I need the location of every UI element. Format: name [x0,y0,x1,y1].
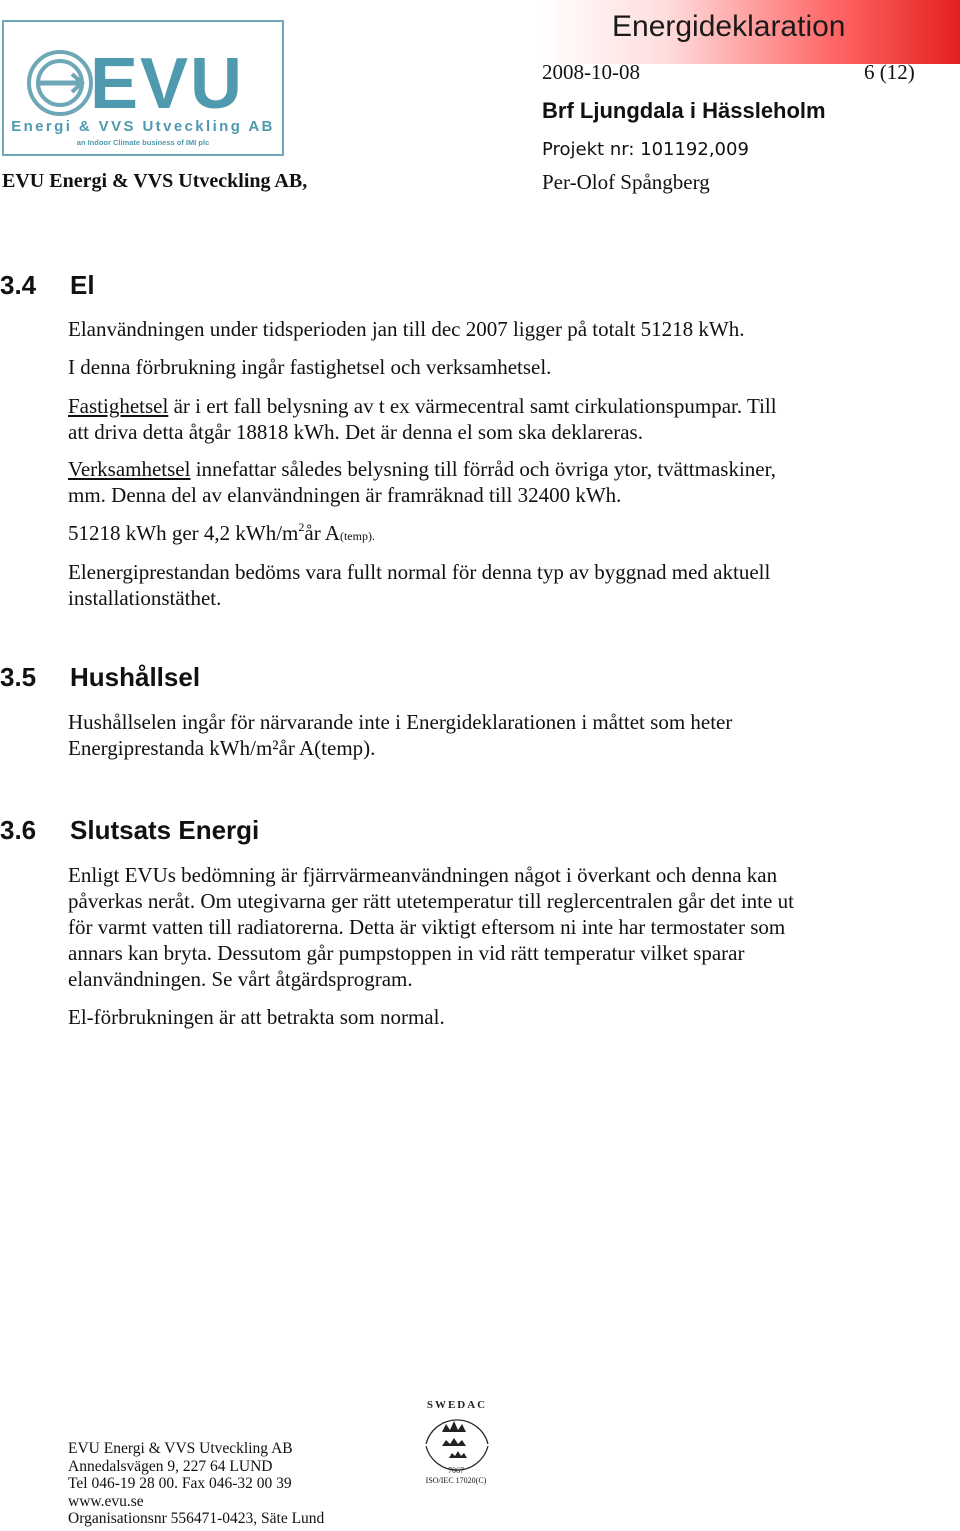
section-heading-slutsats [0,815,259,846]
document-type: Energideklaration [612,10,846,43]
accreditation-id: 7067 [448,1466,464,1475]
paragraph [68,456,908,508]
accreditation-number [418,1466,494,1486]
paragraph-text: Enligt EVUs bedömning är fjärrvärmeanvändningen något i överkant och denna kan [68,863,778,887]
section-heading-el [0,270,95,301]
crown-icon [442,1421,467,1458]
paragraph-text: att driva detta åtgår 18818 kWh. Det är denna el som ska deklareras. [68,420,643,444]
paragraph [68,393,908,445]
section-number: 3.6 [0,815,37,845]
logo-subtitle: Energi & VVS Utveckling AB [11,118,275,135]
paragraph: I denna förbrukning ingår fastighetsel och verksamhetsel. [68,355,552,379]
section-title: Slutsats Energi [70,815,260,845]
paragraph-text: för varmt vatten till radiatorerna. Detta är viktigt eftersom ni inte har termostater som [68,915,786,939]
term-fastighetsel: Fastighetsel [68,394,169,418]
footer-org-number: Organisationsnr 556471-0423, Säte Lund [68,1510,325,1528]
section-title: Hushållsel [70,662,201,692]
paragraph-text: installationstäthet. [68,586,222,610]
client-name: Brf Ljungdala i Hässleholm [542,98,826,123]
accreditation-standard: ISO/IEC 17020(C) [425,1476,487,1485]
section-number: 3.4 [0,270,37,300]
paragraph [68,709,908,761]
paragraph-text: Elenergiprestandan bedöms vara fullt normal för denna typ av byggnad med aktuell [68,560,771,584]
paragraph-text: annars kan bryta. Dessutom går pumpstoppen in vid rätt temperatur vilket sparar [68,941,745,965]
logo-tagline: an Indoor Climate business of IMI plc [76,138,210,147]
logo-emblem-icon [29,52,91,114]
page-number: 6 (12) [864,60,915,84]
section-number: 3.5 [0,662,37,692]
footer-address [68,1440,324,1528]
energy-figure [68,520,908,549]
paragraph-text: elanvändningen. Se vårt åtgärdsprogram. [68,967,413,991]
author-name: Per-Olof Spångberg [542,170,710,194]
footer-street: Annedalsvägen 9, 227 64 LUND [68,1457,273,1475]
section-heading-hushallsel [0,662,200,693]
paragraph-text: påverkas neråt. Om utegivarna ger rätt utetemperatur till reglercentralen går det inte ut [68,889,794,913]
paragraph: El-förbrukningen är att betrakta som normal. [68,1005,445,1029]
logo-wordmark: EVU [90,44,245,124]
document-date: 2008-10-08 [542,60,640,84]
paragraph-text: Hushållselen ingår för närvarande inte i Energideklarationen i måttet som heter [68,710,733,734]
svg-text:SWEDAC: SWEDAC [426,1399,488,1411]
energy-unit: år A [304,521,340,545]
term-verksamhetsel: Verksamhetsel [68,457,191,481]
subscript: (temp). [339,529,375,543]
paragraph [68,559,908,611]
energy-value: 51218 kWh ger 4,2 kWh/m [68,521,299,545]
paragraph-text: Energiprestanda kWh/m²år A(temp). [68,736,376,760]
footer-website[interactable]: www.evu.se [68,1492,144,1510]
paragraph-text: är i ert fall belysning av t ex värmecentral samt cirkulationspumpar. Till [168,394,777,418]
project-number: Projekt nr: 101192,009 [542,139,749,160]
footer-phone: Tel 046-19 28 00. Fax 046-32 00 39 [68,1475,292,1493]
section-title: El [70,270,95,300]
company-logo [2,20,284,156]
paragraph: Elanvändningen under tidsperioden jan till dec 2007 ligger på totalt 51218 kWh. [68,317,745,341]
company-name: EVU Energi & VVS Utveckling AB, [2,170,308,192]
paragraph [68,862,908,992]
footer-company: EVU Energi & VVS Utveckling AB [68,1440,293,1457]
paragraph-text: mm. Denna del av elanvändningen är framräknad till 32400 kWh. [68,483,622,507]
paragraph-text: innefattar således belysning till förråd och övriga ytor, tvättmaskiner, [190,457,777,481]
superscript: 2 [298,520,305,534]
